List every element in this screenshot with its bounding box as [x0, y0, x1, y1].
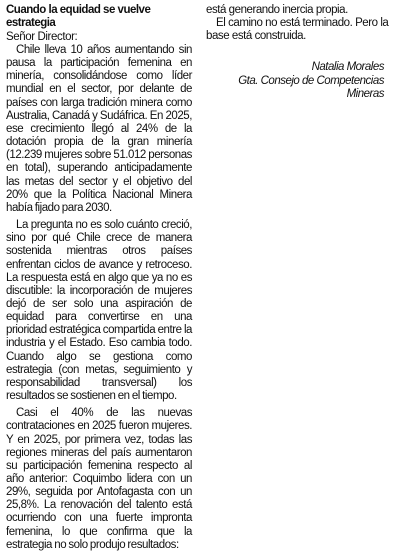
paragraph-2: La pregunta no es solo cuánto creció, sino por qué Chile crece de manera sostenida mientras otros países enfrentan ciclos de avance y retroceso. La respuesta está en algo que ya no es discutible: la incorporación de mujeres dejó de ser solo una aspiración de equidad para convertirse en una prioridad estratégica compartida entre la industria y el Estado. Eso cambia todo. Cuando algo se gestiona como estrategia (con metas, seguimiento y responsabilidad transversal) los resultados se sostienen en el tiempo.	[6, 219, 192, 403]
paragraph-1: Chile lleva 10 años aumentando sin pausa la participación femenina en minería, consolidándose como líder mundial en el sector, por delante de países con larga tradición minera como Australia, Canadá y Sudáfrica. En 2025, ese crecimiento llegó al 24% de la dotación propia de la gran minería (12.239 mujeres sobre 51.012 personas en total), superando anticipadamente las metas del sector y el objetivo del 20% que la Política Nacional Minera había fijado para 2030.	[6, 44, 192, 214]
signature-name: Natalia Morales	[311, 61, 384, 74]
paragraph-3-continuation: está generando inercia propia.	[206, 4, 348, 16]
article-headline: Cuando la equidad se vuelve estrategia	[6, 4, 151, 29]
paragraph-3: Casi el 40% de las nuevas contrataciones en 2025 fueron mujeres. Y en 2025, por primera vez, todas las regiones mineras del país aumentaron su participación femenina respecto al año anterior: Coquimbo lidera con un 29%, seguida por Antofagasta con un 25,8%. La renovación del talento está ocurriendo con una fuerte impronta femenina, lo que confirma que la estrategia no solo produjo resultados:	[6, 407, 192, 551]
signature-title: Gta. Consejo de Competencias Mineras	[238, 74, 384, 101]
salutation: Señor Director:	[6, 31, 78, 43]
left-column	[6, 4, 192, 552]
right-column	[206, 4, 394, 102]
signature-block	[206, 61, 394, 102]
closing-paragraph: El camino no está terminado. Pero la base está construida.	[206, 17, 389, 43]
